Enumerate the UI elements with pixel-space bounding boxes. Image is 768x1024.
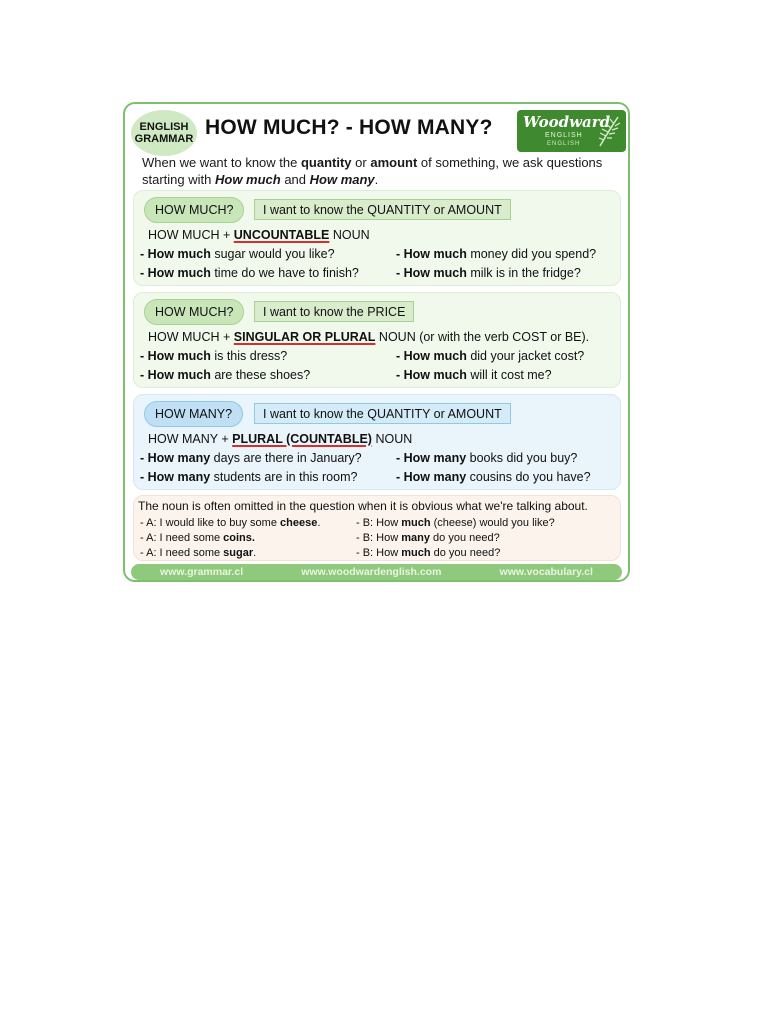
rule-keyword: UNCOUNTABLE [233, 228, 330, 242]
logo-sub-reflection: ENGLISH [547, 141, 581, 147]
footer-link-grammar[interactable]: www.grammar.cl [160, 566, 244, 578]
intro-text: of something, we ask questions starting with [142, 155, 603, 187]
example: - How much did your jacket cost? [396, 349, 585, 363]
note-example: - B: How many do you need? [356, 532, 500, 544]
example: - How much time do we have to finish? [140, 266, 359, 280]
intro-amount: amount [370, 155, 418, 170]
intro-paragraph [142, 154, 612, 188]
example: - How much will it cost me? [396, 368, 552, 382]
rule-line: HOW MANY + PLURAL (COUNTABLE) NOUN [148, 432, 413, 446]
english-grammar-badge [131, 110, 197, 156]
rule-line: HOW MUCH + UNCOUNTABLE NOUN [148, 228, 370, 242]
example: - How much are these shoes? [140, 368, 311, 382]
logo-sub: ENGLISH [545, 132, 583, 139]
example: - How many cousins do you have? [396, 470, 591, 484]
meaning-box: I want to know the PRICE [254, 301, 414, 322]
note-example: - A: I need some sugar. [140, 547, 257, 559]
meaning-box: I want to know the QUANTITY or AMOUNT [254, 199, 511, 220]
note-example: - A: I need some coins. [140, 532, 255, 544]
example: - How many students are in this room? [140, 470, 358, 484]
rule-keyword: SINGULAR OR PLURAL [233, 330, 376, 344]
rule-keyword: PLURAL (COUNTABLE) [232, 432, 372, 446]
page-title: HOW MUCH? - HOW MANY? [205, 116, 493, 139]
badge-line2: GRAMMAR [134, 133, 194, 145]
how-many-pill: HOW MANY? [144, 401, 243, 427]
grammar-card [123, 102, 630, 582]
note-example: - B: How much (cheese) would you like? [356, 517, 555, 529]
note-example: - B: How much do you need? [356, 547, 501, 559]
intro-quantity: quantity [300, 155, 352, 170]
example: - How much sugar would you like? [140, 247, 335, 261]
intro-text: or [351, 155, 371, 170]
example: - How much milk is in the fridge? [396, 266, 581, 280]
how-much-pill: HOW MUCH? [144, 299, 244, 325]
intro-text: and [280, 172, 310, 187]
logo-name: Woodward [523, 113, 611, 131]
section-how-much-price [133, 292, 621, 388]
intro-how-many: How many [309, 172, 375, 187]
note-example: - A: I would like to buy some cheese. [140, 517, 321, 529]
meaning-box: I want to know the QUANTITY or AMOUNT [254, 403, 511, 424]
note-title: The noun is often omitted in the question when it is obvious what we're talking about. [138, 499, 588, 513]
badge-line1: ENGLISH [139, 121, 189, 133]
intro-text: When we want to know the [142, 155, 301, 170]
example: - How many books did you buy? [396, 451, 578, 465]
rule-line: HOW MUCH + SINGULAR OR PLURAL NOUN (or with the verb COST or BE). [148, 330, 590, 344]
footer-link-vocabulary[interactable]: www.vocabulary.cl [499, 566, 593, 578]
section-how-many [133, 394, 621, 490]
footer-links [131, 564, 622, 580]
example: - How many days are there in January? [140, 451, 362, 465]
intro-text: . [374, 172, 379, 187]
example: - How much money did you spend? [396, 247, 597, 261]
woodward-logo [517, 110, 626, 152]
omitted-noun-note [133, 495, 621, 561]
example: - How much is this dress? [140, 349, 288, 363]
intro-how-much: How much [214, 172, 281, 187]
footer-link-woodward[interactable]: www.woodwardenglish.com [301, 566, 442, 578]
section-how-much-quantity [133, 190, 621, 286]
fern-icon [596, 114, 622, 148]
how-much-pill: HOW MUCH? [144, 197, 244, 223]
